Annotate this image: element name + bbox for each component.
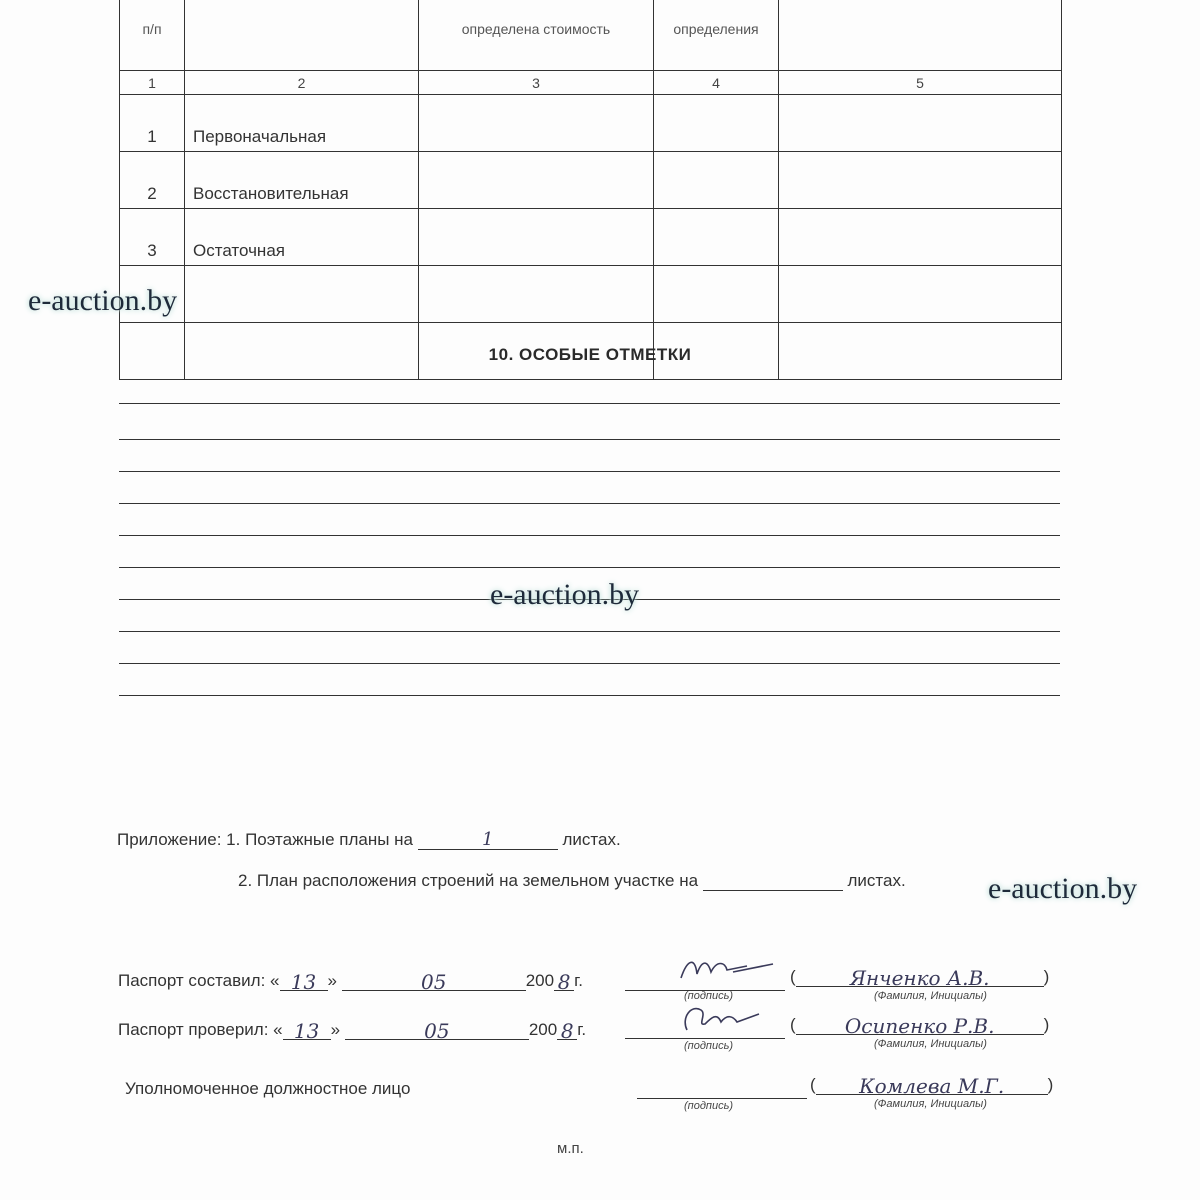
column-number: 5 [779,71,1062,95]
table-header-row [120,0,1062,71]
checked-by-name: Осипенко Р.В. [796,1014,1044,1035]
signature-line [625,972,785,991]
note-line [119,503,1060,504]
month-field: 05 [345,1019,529,1040]
table-row [120,266,1062,323]
appendix-line-1 [117,829,621,850]
column-number: 4 [654,71,779,95]
signature-caption: (подпись) [684,1100,734,1112]
floor-plans-count: 1 [418,829,558,850]
compiled-by-line: Паспорт составил: « 13 » 05 200 8 г. [118,970,583,994]
year-prefix: 200 [525,971,555,990]
note-line [119,663,1060,664]
authorized-name-line: ( Комлева М.Г. ) [810,1074,1054,1098]
column-number: 1 [120,71,185,95]
table-cell [779,266,1062,323]
watermark: e-auction.by [988,872,1138,905]
header-cell: определения [654,0,779,71]
table-cell [654,209,779,266]
signature-caption: (подпись) [684,990,734,1002]
site-plan-count [703,870,843,891]
note-line [119,567,1060,568]
row-name: Остаточная [185,209,419,266]
compiled-by-label: Паспорт составил: [118,971,266,990]
table-cell [654,95,779,152]
year-suffix: г. [577,1020,587,1039]
appendix-item-1: 1. Поэтажные планы на [226,830,414,849]
name-caption: (Фамилия, Инициалы) [874,1098,987,1110]
note-line [119,631,1060,632]
table-cell [779,152,1062,209]
year-prefix: 200 [528,1020,558,1039]
row-name [185,266,419,323]
signature-caption: (подпись) [684,1040,734,1052]
table-cell [419,95,654,152]
appendix-line-2 [238,870,906,891]
checked-by-label: Паспорт проверил: [118,1020,269,1039]
appendix-suffix-1: листах. [562,830,621,849]
column-number: 2 [185,71,419,95]
name-caption: (Фамилия, Инициалы) [874,990,987,1002]
day-field: 13 [283,1019,331,1040]
authorized-signature-line [637,1080,807,1099]
table-cell [654,152,779,209]
name-caption: (Фамилия, Инициалы) [874,1038,987,1050]
compiled-by-name-line: ( Янченко А.В. ) [790,966,1050,990]
header-cell: определена стоимость [419,0,654,71]
section-title: 10. ОСОБЫЕ ОТМЕТКИ [488,345,692,364]
appendix-label: Приложение: [117,830,222,849]
month-field: 05 [342,970,526,991]
column-number-row [120,71,1062,95]
authorized-name: Комлева М.Г. [816,1074,1048,1095]
cost-table [119,0,1062,380]
watermark: e-auction.by [28,284,178,317]
table-row [120,209,1062,266]
table-row [120,95,1062,152]
checked-by-line: Паспорт проверил: « 13 » 05 200 8 г. [118,1019,587,1043]
note-line [119,439,1060,440]
header-cell [779,0,1062,71]
row-name: Восстановительная [185,152,419,209]
signature-icon [677,950,787,984]
row-number: 3 [120,209,185,266]
compiled-by-name: Янченко А.В. [796,966,1044,987]
note-line [119,471,1060,472]
checked-by-name-line: ( Осипенко Р.В. ) [790,1014,1050,1038]
row-number: 1 [120,95,185,152]
appendix-suffix-2: листах. [847,871,906,890]
table-cell [654,266,779,323]
signature-icon [677,1000,787,1034]
table-cell [419,266,654,323]
watermark: e-auction.by [490,578,640,611]
table-cell [779,95,1062,152]
table-cell [419,209,654,266]
table-cell [779,209,1062,266]
stamp-place: м.п. [557,1140,584,1157]
column-number: 3 [419,71,654,95]
appendix-item-2: 2. План расположения строений на земельном участке на [238,871,699,890]
header-cell: п/п [120,0,185,71]
table-row [120,152,1062,209]
header-cell [185,0,419,71]
year-digit: 8 [554,970,574,991]
table-cell [419,152,654,209]
authorized-label: Уполномоченное должностное лицо [125,1079,411,1098]
signature-line [625,1020,785,1039]
year-digit: 8 [557,1019,577,1040]
note-line [119,403,1060,404]
year-suffix: г. [574,971,583,990]
note-line [119,695,1060,696]
row-name: Первоначальная [185,95,419,152]
note-line [119,535,1060,536]
day-field: 13 [280,970,328,991]
row-number: 2 [120,152,185,209]
